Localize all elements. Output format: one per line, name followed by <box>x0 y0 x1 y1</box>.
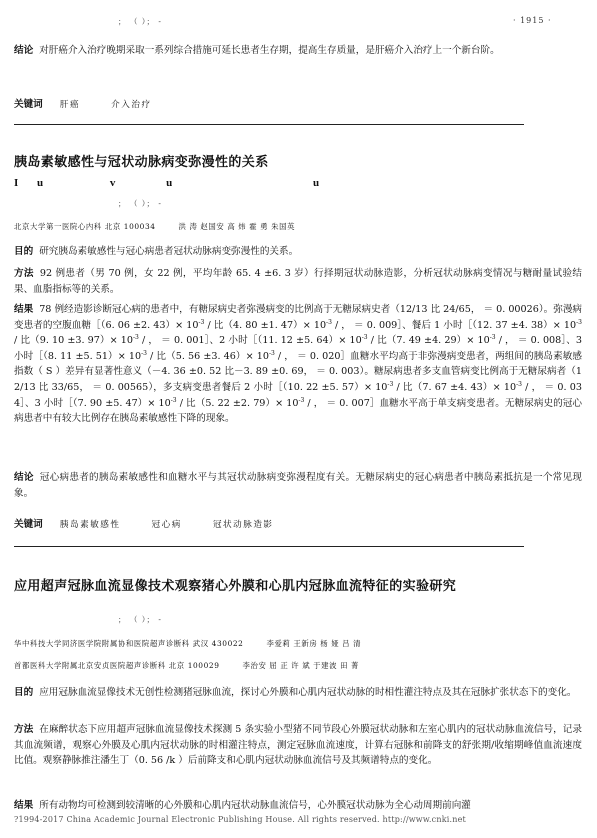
prev-conclusion <box>14 43 582 59</box>
prev-keywords <box>14 92 152 111</box>
running-header-marks: ； （ ）； - <box>118 17 162 26</box>
abstract-results: 结果 78 例经造影诊断冠心病的患者中，有糖尿病史者弥漫病变的比例高于无糖尿病史者（12/13 比 24/65， ＝ 0. 00026）。弥漫病变患者的空腹血糖［（6. 06 ±2. $43)\times 10^{-3}$ / 比（4. 80 ±1. $47)\times 10^{-3}$ / ， ＝ 0. 009］、餐后 1 小时［（12. 37 ±4. $38)\times 10^{-3}$ / 比（9. 10 ±3. $97)\times 10^{-3}$ / ， ＝ 0. 001］、2 小时［（11. 12 ±5. $64)\times 10^{-3}$ / 比（7. 49 ±4. $29)\times 10^{-3}$ / ， ＝ 0. 008］、3 小时［（8. 11 ±5. $51)\times 10^{-3}$ / 比（5. 56 ±3. $46)\times 10^{-3}$ / ， ＝ 0. 020］血糖水平均高于非弥漫病变患者，两组间的胰岛素敏感指数（ S ）差异有显著性意义（－4. 36 ±0. 52 比－3. 89 ±0. 69， ＝ 0. 003）。糖尿病患者多支血管病变比例高于无糖尿病者（12/13 比 33/65， ＝ 0. 00565），多支病变患者餐后 2 小时［（10. 22 ±5. $57)\times 10^{-3}$ / 比（7. 67 ±4. $43)\times 10^{-3}$ / ， ＝ 0. 034］、3 小时［（7. 90 ±5. $47)\times 10^{-3}$ / 比（5. 22 ±2. $79)\times 10^{-3}$ / ， ＝ 0. 007］血糖水平高于单支病变患者。无糖尿病史的冠心病患者中有较大比例存在胰岛素敏感性下降的现象。 <box>14 304 583 425</box>
article-title: 应用超声冠脉血流显像技术观察猪心外膜和心肌内冠脉血流特征的实验研究 <box>14 579 457 594</box>
abstract-methods: 方法 在麻醉状态下应用超声冠脉血流显像技术探测 5 条实验小型猪不同节段心外膜冠状动脉和左室心肌内的冠状动脉血流信号，记录其血流频谱，观察心外膜及心肌内冠状动脉的时相灌注特点，测定冠脉血流速度，计算右冠脉和前降支的舒张期/收缩期峰值血流速度比值。观察静脉推注潘生丁（0. 56 /k ）后前降支和心肌内冠状动脉血流信号及其频谱特点的变化。 <box>14 724 583 766</box>
abstract-objective: 目的 应用冠脉血流显像技术无创性检测猪冠脉血流，探讨心外膜和心肌内冠状动脉的时相性灌注特点及其在冠脉扩张状态下的变化。 <box>14 687 577 698</box>
authors: 李爱莉 王新房 杨 娅 吕 清 <box>266 639 362 648</box>
keyword: 介入治疗 <box>111 100 152 110</box>
keywords-label: 关键词 <box>14 99 43 110</box>
copyright-footer: ?1994-2017 China Academic Journal Electronic Publishing House. All rights reserved. http://www.cnki.net <box>14 815 466 824</box>
authors: 洪 涛 赵国安 高 炜 霍 勇 朱国英 <box>178 222 296 231</box>
affiliation: 北京大学第一医院心内科 北京 100034 洪 涛 赵国安 高 炜 霍 勇 朱国英 <box>14 222 296 231</box>
abstract-conclusion: 结论 冠心病患者的胰岛素敏感性和血糖水平与其冠状动脉病变弥漫程度有关。无糖尿病史的冠心病患者中胰岛素抵抗是一个常见现象。 <box>14 472 583 499</box>
affiliation: 首都医科大学附属北京安贞医院超声诊断科 北京 100029 李治安 屈 正 许 斌 于建波 田 菁 <box>14 661 360 670</box>
article-title: 胰岛素敏感性与冠状动脉病变弥漫性的关系 <box>14 155 269 170</box>
page-number: · 1915 · <box>513 16 552 25</box>
keyword: 肝癌 <box>59 100 81 110</box>
affiliation: 华中科技大学同济医学院附属协和医院超声诊断科 武汉 430022 李爱莉 王新房 杨 娅 吕 清 <box>14 639 362 648</box>
conclusion-label: 结论 <box>14 45 34 56</box>
journal-marks: ； （ ）； - <box>118 615 162 624</box>
section-divider <box>14 546 524 547</box>
keyword: 冠心病 <box>151 520 182 530</box>
english-title: I u v u u <box>14 177 320 189</box>
keyword: 胰岛素敏感性 <box>59 520 121 530</box>
authors: 李治安 屈 正 许 斌 于建波 田 菁 <box>242 661 360 670</box>
keyword: 冠状动脉造影 <box>212 520 274 530</box>
journal-marks: ； （ ）； - <box>118 199 162 208</box>
abstract-results: 结果 所有动物均可检测到较清晰的心外膜和心肌内冠状动脉血流信号，心外膜冠状动脉为全心动周期前向灌 <box>14 800 471 811</box>
article-keywords: 关键词 胰岛素敏感性 冠心病 冠状动脉造影 <box>14 519 274 530</box>
abstract-methods: 方法 92 例患者（男 70 例，女 22 例，平均年龄 65. 4 ±6. 3 岁）行择期冠状动脉造影，分析冠状动脉病变情况与糖耐量试验结果、血脂指标等的关系。 <box>14 268 582 295</box>
conclusion-text: 对肝癌介入治疗晚期采取一系列综合措施可延长患者生存期，提高生存质量，是肝癌介入治疗上一个新台阶。 <box>39 45 500 56</box>
abstract-objective: 目的 研究胰岛素敏感性与冠心病患者冠状动脉病变弥漫性的关系。 <box>14 246 299 257</box>
section-divider <box>14 124 524 125</box>
